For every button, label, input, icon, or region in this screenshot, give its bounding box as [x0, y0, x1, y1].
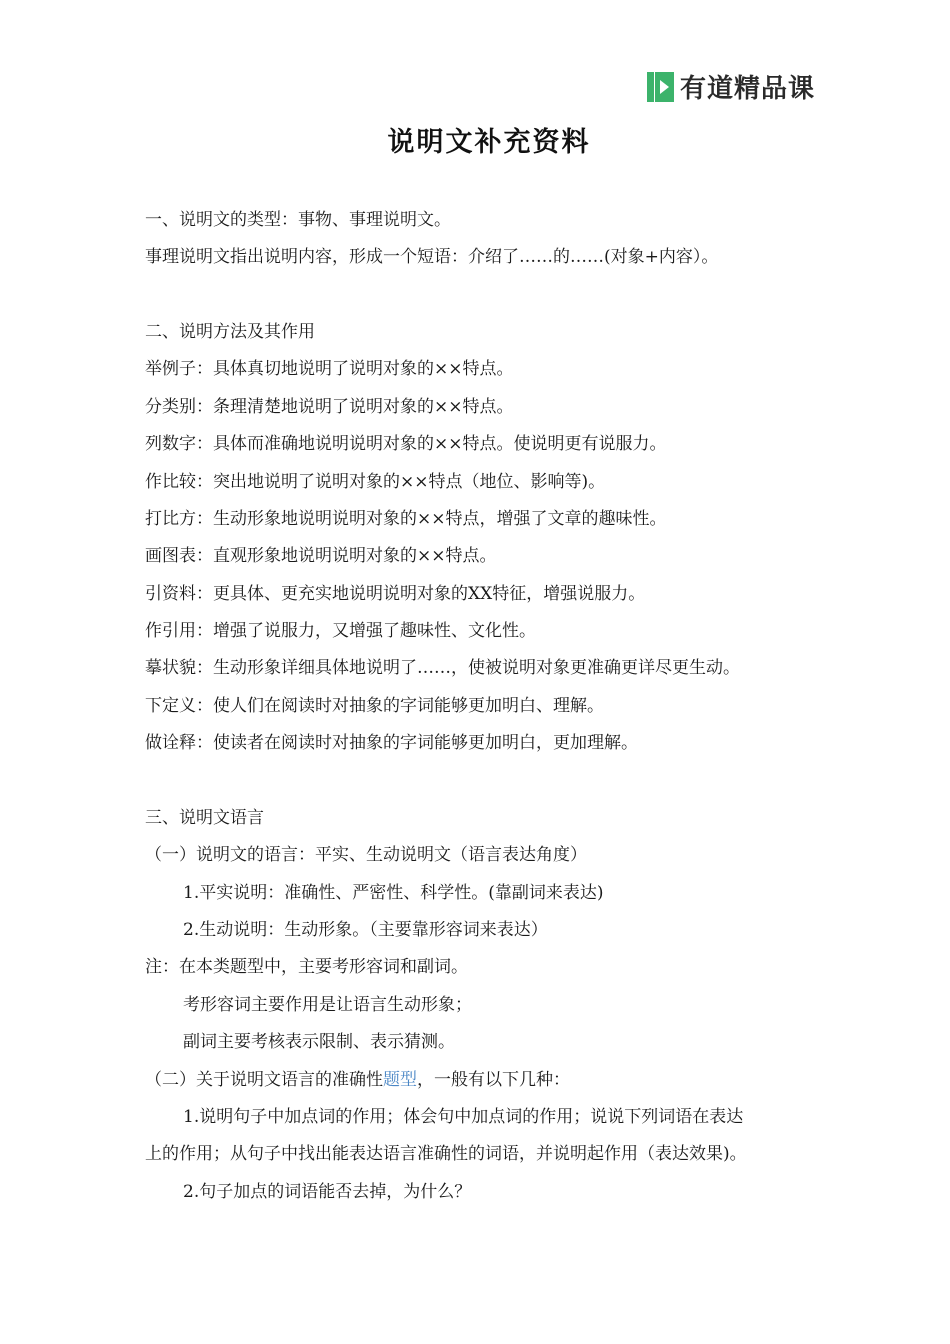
section1-line: 事理说明文指出说明内容，形成一个短语：介绍了……的……(对象+内容）。 [145, 247, 719, 267]
section2-heading: 二、说明方法及其作用 [145, 322, 315, 342]
sub1-item: 1.平实说明：准确性、严密性、科学性。(靠副词来表达) [183, 883, 604, 903]
sub2-item: 1.说明句子中加点词的作用；体会句中加点词的作用；说说下列词语在表达 [183, 1107, 744, 1127]
method-item: 分类别：条理清楚地说明了说明对象的××特点。 [145, 397, 514, 417]
note-line: 副词主要考核表示限制、表示猜测。 [183, 1032, 455, 1052]
method-item: 作比较：突出地说明了说明对象的××特点（地位、影响等)。 [145, 472, 606, 492]
sub2-item: 2.句子加点的词语能否去掉，为什么？ [183, 1182, 472, 1202]
sub2-item-continued: 上的作用；从句子中找出能表达语言准确性的词语，并说明起作用（表达效果)。 [145, 1144, 747, 1164]
method-item: 打比方：生动形象地说明说明对象的××特点，增强了文章的趣味性。 [145, 509, 667, 529]
document-title: 说明文补充资料 [387, 127, 591, 158]
method-item: 举例子：具体真切地说明了说明对象的××特点。 [145, 359, 514, 379]
method-item: 引资料：更具体、更充实地说明说明对象的XX特征，增强说服力。 [145, 584, 646, 604]
method-item: 做诠释：使读者在阅读时对抽象的字词能够更加明白，更加理解。 [145, 733, 638, 753]
brand-logo [647, 68, 815, 105]
method-item: 列数字：具体而准确地说明说明对象的××特点。使说明更有说服力。 [145, 434, 667, 454]
play-logo-icon [647, 72, 674, 102]
method-item: 画图表：直观形象地说明说明对象的××特点。 [145, 546, 497, 566]
section3-heading: 三、说明文语言 [145, 808, 264, 828]
sub1-heading: （一）说明文的语言：平实、生动说明文（语言表达角度） [145, 845, 587, 865]
method-item: 作引用：增强了说服力，又增强了趣味性、文化性。 [145, 621, 536, 641]
note: 注：在本类题型中，主要考形容词和副词。 [145, 957, 468, 977]
method-item: 摹状貌：生动形象详细具体地说明了……，使被说明对象更准确更详尽更生动。 [145, 658, 740, 678]
sub2-heading-after: ，一般有以下几种： [417, 1070, 570, 1090]
sub1-item: 2.生动说明：生动形象。（主要靠形容词来表达） [183, 920, 548, 940]
sub2-heading [145, 1068, 570, 1092]
note-line: 考形容词主要作用是让语言生动形象； [183, 995, 472, 1015]
method-item: 下定义：使人们在阅读时对抽象的字词能够更加明白、理解。 [145, 696, 604, 716]
section1-heading: 一、说明文的类型：事物、事理说明文。 [145, 210, 451, 230]
brand-name: 有道精品课 [680, 74, 816, 104]
question-type-link[interactable]: 题型 [383, 1070, 417, 1090]
sub2-heading-before: （二）关于说明文语言的准确性 [145, 1070, 383, 1090]
